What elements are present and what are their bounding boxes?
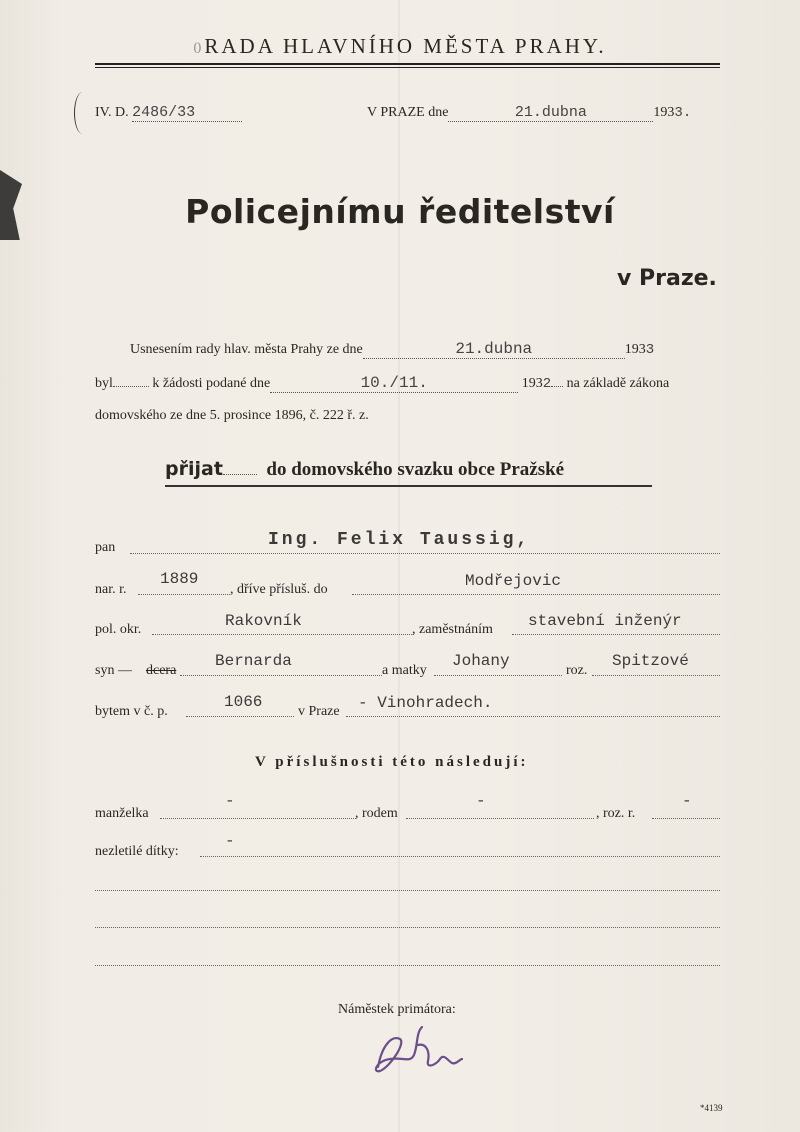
wife-label: manželka: [95, 806, 149, 821]
address-district: - Vinohradech.: [358, 694, 493, 712]
person-name: Ing. Felix Taussig,: [268, 530, 531, 550]
formerly-line: [352, 594, 720, 595]
father-line: [180, 675, 382, 676]
address-label: bytem v č. p.: [95, 704, 168, 719]
wife-born: -: [682, 792, 692, 810]
ref-prefix: IV. D.: [95, 105, 129, 120]
wife-value: -: [225, 792, 235, 810]
place-date-line: [367, 104, 691, 122]
address-line: [346, 716, 720, 717]
margin-mark: [74, 92, 91, 134]
house-line: [186, 716, 294, 717]
children-label: nezletilé dítky:: [95, 844, 179, 859]
resolution-year-digit: 3: [645, 342, 655, 358]
resolution-request-date: 10./11.: [270, 374, 518, 393]
children-line-2: [95, 890, 720, 891]
addressee-title: Policejnímu ředitelství: [185, 192, 615, 231]
ref-line: [95, 104, 242, 122]
council-name: RADA HLAVNÍHO MĚSTA PRAHY.: [204, 34, 607, 58]
children-value: -: [225, 832, 235, 850]
resolution-line-1: [130, 340, 654, 359]
born-line: [138, 594, 230, 595]
maiden-label: , rodem: [355, 806, 398, 821]
decision-rest: do domovského svazku obce Pražské: [266, 459, 565, 480]
daughter-struck: dcera: [146, 663, 177, 678]
nee-label: roz.: [566, 663, 588, 678]
mother-label: a matky: [382, 663, 427, 678]
name-line: [130, 553, 720, 554]
resolution-line2-year: 193: [521, 376, 543, 391]
born-year: 1889: [160, 570, 199, 588]
job-label: , zaměstnáním: [412, 622, 493, 637]
wife-maiden: -: [476, 792, 486, 810]
pan-label: pan: [95, 540, 116, 555]
in-prague-label: v Praze: [298, 704, 340, 719]
son-label: syn —: [95, 663, 132, 678]
mother-maiden: Spitzové: [612, 652, 689, 670]
wife-born-line: [652, 818, 720, 819]
resolution-law-label: na základě zákona: [566, 376, 670, 391]
header-stamp: 0: [193, 40, 205, 57]
header-rule-bottom: [95, 67, 720, 68]
house-number: 1066: [224, 693, 263, 711]
children-line-3: [95, 927, 720, 928]
mother-line: [434, 675, 562, 676]
resolution-byl: byl: [95, 376, 113, 391]
maiden-line: [592, 675, 720, 676]
formerly-label: , dříve přísluš. do: [230, 582, 328, 597]
header-rule-top: [95, 63, 720, 65]
resolution-line2-year-digit: 2: [542, 376, 552, 392]
ref-date: 21.dubna: [448, 104, 653, 122]
wife-born-label: , roz. r.: [596, 806, 636, 821]
resolution-intro: Usnesením rady hlav. města Prahy ze dne: [130, 342, 363, 357]
decision-line: [165, 458, 564, 481]
job: stavební inženýr: [528, 612, 682, 630]
wife-maiden-line: [406, 818, 594, 819]
ref-year-digit: 3.: [674, 105, 692, 121]
decision-word: přijat: [165, 458, 223, 480]
district: Rakovník: [225, 612, 302, 630]
paper-fold: [398, 0, 400, 1132]
council-header: [0, 34, 800, 59]
resolution-request-label: k žádosti podané dne: [152, 376, 271, 391]
decision-underline: [165, 485, 652, 487]
job-line: [512, 634, 720, 635]
signature-label: Náměstek primátora:: [338, 1002, 456, 1017]
children-line-4: [95, 965, 720, 966]
resolution-line-2: [95, 374, 669, 393]
father-name: Bernarda: [215, 652, 292, 670]
district-label: pol. okr.: [95, 622, 142, 637]
district-line: [152, 634, 414, 635]
followers-heading: V příslušnosti této následují:: [255, 754, 529, 770]
resolution-year-prefix: 193: [624, 342, 646, 357]
form-number: *4139: [700, 1103, 723, 1113]
formerly-place: Modřejovic: [465, 572, 562, 590]
resolution-line-3: domovského ze dne 5. prosince 1896, č. 222 ř. z.: [95, 408, 369, 423]
addressee-city: v Praze.: [617, 266, 717, 291]
wife-line: [160, 818, 356, 819]
place-label: V PRAZE dne: [367, 105, 449, 120]
signature-scrawl: [370, 1015, 470, 1080]
children-line-1: [200, 856, 720, 857]
mother-name: Johany: [452, 652, 510, 670]
ref-year-prefix: 193: [653, 105, 675, 120]
born-label: nar. r.: [95, 582, 127, 597]
ref-number: 2486/33: [132, 104, 242, 122]
resolution-date: 21.dubna: [363, 340, 625, 359]
